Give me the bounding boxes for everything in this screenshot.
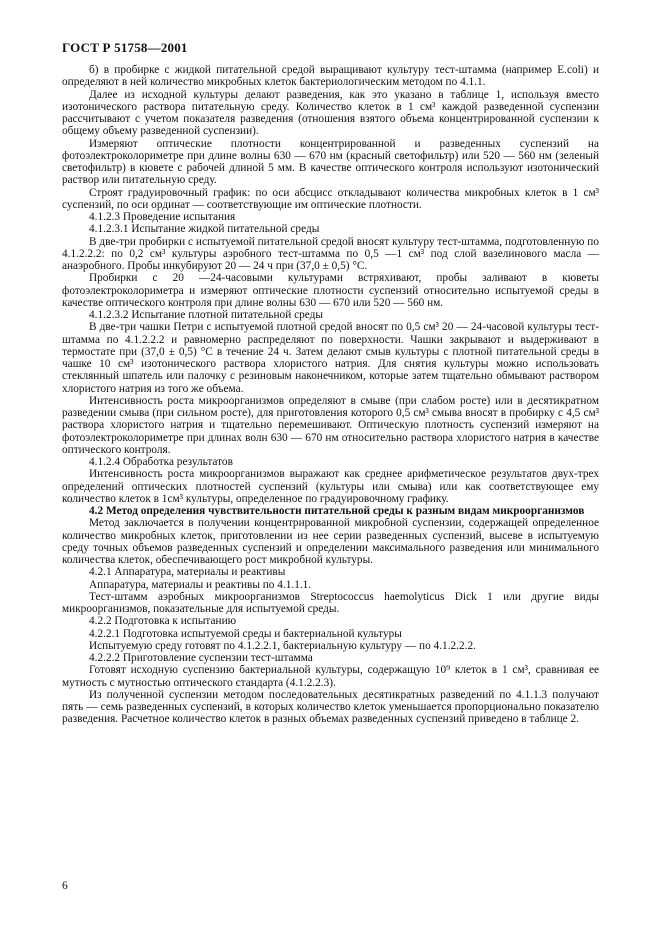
paragraph: Тест-штамм аэробных микроорганизмов Streptococcus haemolyticus Dick 1 или другие виды микроорганизмов, показательные для испытуемой среды. — [62, 590, 599, 615]
paragraph: Аппаратура, материалы и реактивы по 4.1.1.1. — [89, 578, 312, 591]
paragraph: Строят градуировочный график: по оси абсцисс откладывают количества микробных клеток в 1 см³ суспензий, по оси ординат — соответствующие им оптические плотности. — [62, 186, 599, 211]
paragraph: В две-три пробирки с испытуемой питательной средой вносят культуру тест-штамма, подготовленную по 4.1.2.2.2: по 0,2 см³ культуры аэробного тест-штамма по 0,5 —1 см³ под слой вазелинового масла — анаэробного. Пробы инкубируют 20 — 24 ч при (37,0 ± 0,5) °С. — [62, 235, 599, 272]
paragraph: Готовят исходную суспензию бактериальной культуры, содержащую 10⁹ клеток в 1 см³, сравнивая ее мутность с мутностью оптического стандарта (4.1.2.2.3). — [62, 664, 599, 689]
paragraph: Испытуемую среду готовят по 4.1.2.2.1, бактериальную культуру — по 4.1.2.2.2. — [89, 639, 476, 652]
section-heading: 4.2.2.2 Приготовление суспензии тест-штамма — [89, 652, 313, 664]
page-number: 6 — [62, 880, 68, 892]
section-heading: 4.2.2.1 Подготовка испытуемой среды и бактериальной культуры — [89, 627, 402, 640]
paragraph: Интенсивность роста микроорганизмов определяют в смыве (при слабом росте) или в десятикратном разведении смыва (при сильном росте), для приготовления которого 0,5 см³ смыва вносят в пробирку с 4,5 см³ раствора хлористого натрия и тщательно перемешивают. Оптическую плотность суспензий измеряют на фотоэлектроколориметре при длинах волн 630 — 670 нм относительно раствора хлористого натрия в качестве оптического контроля. — [62, 394, 599, 456]
section-heading: 4.1.2.4 Обработка результатов — [89, 456, 233, 468]
section-heading-bold: 4.2 Метод определения чувствительности питательной среды к разным видам микроорганизмов — [89, 505, 585, 517]
paragraph: Измеряют оптические плотности концентрированной и разведенных суспензий на фотоэлектроколориметре при длине волны 630 — 670 нм (красный светофильтр) или 520 — 560 нм (зеленый светофильтр) в кювете с рабочей длиной 5 мм. В качестве оптического контроля используют изотонический раствор или питательную среду. — [62, 137, 599, 187]
section-heading: 4.1.2.3.2 Испытание плотной питательной среды — [89, 309, 323, 321]
paragraph: б) в пробирке с жидкой питательной средой выращивают культуру тест-штамма (например E.coli) и определяют в ней количество микробных клеток бактериологическим методом по 4.1.1. — [62, 64, 599, 89]
section-heading: 4.2.1 Аппаратура, материалы и реактивы — [89, 566, 286, 579]
document-header: ГОСТ Р 51758—2001 — [62, 40, 188, 55]
paragraph: Метод заключается в получении концентрированной микробной суспензии, содержащей определенное количество микробных клеток, приготовлении из нее серии разведенных суспензий, высеве в испытуемую среду точных объемов разведенных суспензий и определении максимального разведения или минимального количества клеток, обеспечивающего рост микробной культуры. — [62, 517, 599, 566]
paragraph: Из полученной суспензии методом последовательных десятикратных разведений по 4.1.1.3 получают пять — семь разведенных суспензий, в которых количество клеток уменьшается пропорционально показателю разведения. Расчетное количество клеток в разных объемах разведенных суспензий приведено в таблице 2. — [62, 688, 599, 726]
paragraph: Пробирки с 20 —24-часовыми культурами встряхивают, пробы заливают в кюветы фотоэлектроколориметра и измеряют оптические плотности суспензий относительно испытуемой среды в качестве оптического контроля при длине волны 630 — 670 или 520 — 560 нм. — [62, 272, 599, 309]
paragraph: Интенсивность роста микроорганизмов выражают как среднее арифметическое результатов двух-трех определений оптических плотностей суспензий (культуры или смыва) или как соответствующее ему количество клеток в 1см³ культуры, определенное по градуировочному графику. — [62, 468, 599, 505]
section-heading: 4.1.2.3.1 Испытание жидкой питательной среды — [89, 223, 320, 236]
document-body — [62, 64, 599, 726]
paragraph: В две-три чашки Петри с испытуемой плотной средой вносят по 0,5 см³ 20 — 24-часовой культуры тест-штамма по 4.1.2.2.2 и равномерно распределяют по поверхности. Чашки закрывают и выдерживают в термостате при (37,0 ± 0,5) °С в течение 24 ч. Затем делают смыв культуры с плотной питательной среды в чашке 10 см³ изотонического раствора хлористого натрия. Для снятия культуры можно использовать стеклянный шпатель или палочку с резиновым наконечником, которые затем тщательно обмывают раствором хлористого натрия из того же объема. — [62, 321, 599, 395]
paragraph: Далее из исходной культуры делают разведения, как это указано в таблице 1, используя вместо изотонического раствора питательную среду. Количество клеток в 1 см³ каждой разведенной суспензии рассчитывают с учетом показателя разведения (отношения взятого объема концентрированной суспензии к общему объему разведенной суспензии). — [62, 88, 599, 138]
section-heading: 4.2.2 Подготовка к испытанию — [89, 615, 237, 628]
section-heading: 4.1.2.3 Проведение испытания — [89, 211, 236, 223]
